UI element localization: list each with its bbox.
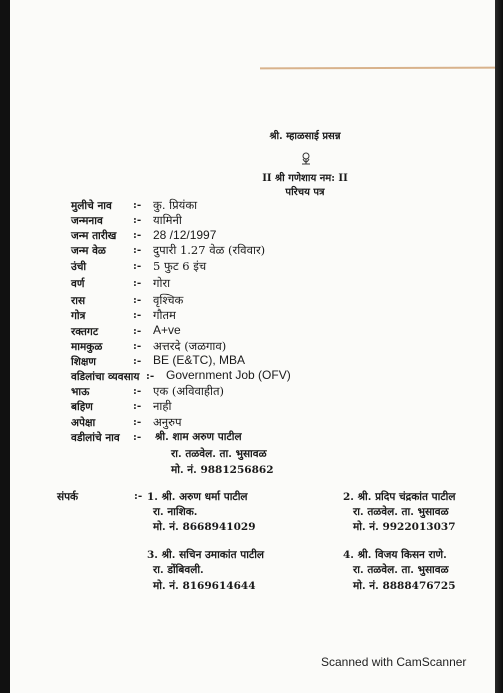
ganesh-icon <box>300 152 312 166</box>
contact-mobile: मो. नं. 8888476725 <box>353 580 456 592</box>
field-value: गौतम <box>153 308 176 322</box>
field-separator: :- <box>133 214 142 226</box>
field-separator: :- <box>146 370 155 382</box>
field-separator: :- <box>133 277 142 289</box>
invocation-line: II श्री गणेशाय नम: II <box>262 173 348 184</box>
field-label: भाऊ <box>71 386 90 398</box>
field-value: 5 फुट 6 इंच <box>153 259 207 273</box>
field-separator: :- <box>133 400 142 412</box>
field-value: BE (E&TC), MBA <box>153 353 246 367</box>
field-separator: :- <box>133 294 142 306</box>
field-value: गोरा <box>153 276 171 290</box>
field-label: जन्म वेळ <box>71 245 106 257</box>
father-mobile: मो. नं. 9881256862 <box>171 464 274 476</box>
field-value: यामिनी <box>153 213 182 227</box>
field-separator: :- <box>133 431 142 443</box>
field-value: A+ve <box>153 323 181 337</box>
field-value: श्री. शाम अरुण पाटील <box>155 431 242 443</box>
field-label: शिक्षण <box>71 356 96 368</box>
field-label: रक्तगट <box>71 326 99 338</box>
field-separator: :- <box>133 229 142 241</box>
field-label: वर्ण <box>71 278 85 290</box>
field-value: वृश्चिक <box>153 293 184 307</box>
field-value: Government Job (OFV) <box>166 368 291 382</box>
contact-mobile: मो. नं. 8169614644 <box>153 580 256 592</box>
field-label: गोत्र <box>71 310 86 322</box>
blessing-line: श्री. म्हाळसाई प्रसन्न <box>269 131 341 142</box>
scan-border <box>495 0 503 693</box>
paper-fold-line <box>260 67 500 70</box>
contact-name: 4. श्री. विजय किसन राणे. <box>343 549 447 561</box>
field-label: मुलीचे नाव <box>71 200 112 212</box>
field-label: अपेक्षा <box>71 417 96 429</box>
field-value: अनुरुप <box>153 415 182 429</box>
field-label: जन्मनाव <box>71 215 103 227</box>
field-separator: :- <box>133 199 142 211</box>
contact-mobile: मो. नं. 8668941029 <box>153 521 256 533</box>
field-label: रास <box>71 295 86 307</box>
contact-address: रा. तळवेल. ता. भुसावळ <box>353 506 449 518</box>
father-address: रा. तळवेल. ता. भुसावळ <box>171 448 267 460</box>
contact-mobile: मो. नं. 9922013037 <box>353 521 456 533</box>
field-separator: :- <box>133 325 142 337</box>
field-label: जन्म तारीख <box>71 230 117 242</box>
contact-address: रा. नाशिक. <box>153 506 198 518</box>
field-label: बहिण <box>71 401 93 413</box>
field-separator: :- <box>133 260 142 272</box>
contact-name: 2. श्री. प्रदिप चंद्रकांत पाटील <box>343 491 456 503</box>
field-value: कु. प्रियंका <box>153 198 198 212</box>
field-separator: :- <box>133 416 142 428</box>
contact-address: रा. तळवेल. ता. भुसावळ <box>353 564 449 576</box>
field-label: वडीलांचे नाव <box>71 432 120 444</box>
contact-name: 3. श्री. सचिन उमाकांत पाटील <box>147 549 265 561</box>
contacts-label: संपर्क <box>57 491 79 503</box>
contact-name: 1. श्री. अरुण धर्मा पाटील <box>147 491 248 503</box>
scanner-watermark: Scanned with CamScanner <box>321 655 467 669</box>
contact-address: रा. डोंबिवली. <box>153 564 204 576</box>
field-value: दुपारी 1.27 वेळ (रविवार) <box>153 243 266 257</box>
field-separator: :- <box>133 340 142 352</box>
field-value: नाही <box>153 399 172 413</box>
field-separator: :- <box>133 385 142 397</box>
field-value: अत्तरदे (जळगाव) <box>153 339 227 353</box>
document-page <box>10 0 496 693</box>
field-label: मामकुळ <box>71 341 103 353</box>
field-separator: :- <box>133 244 142 256</box>
field-label: वडिलांचा व्यवसाय <box>71 371 140 383</box>
field-label: उंची <box>71 261 87 273</box>
document-title: परिचय पत्र <box>285 187 325 198</box>
field-value: 28 /12/1997 <box>153 228 217 242</box>
field-value: एक (अविवाहीत) <box>153 384 224 398</box>
contacts-separator: :- <box>134 490 143 502</box>
field-separator: :- <box>133 355 142 367</box>
field-separator: :- <box>133 309 142 321</box>
